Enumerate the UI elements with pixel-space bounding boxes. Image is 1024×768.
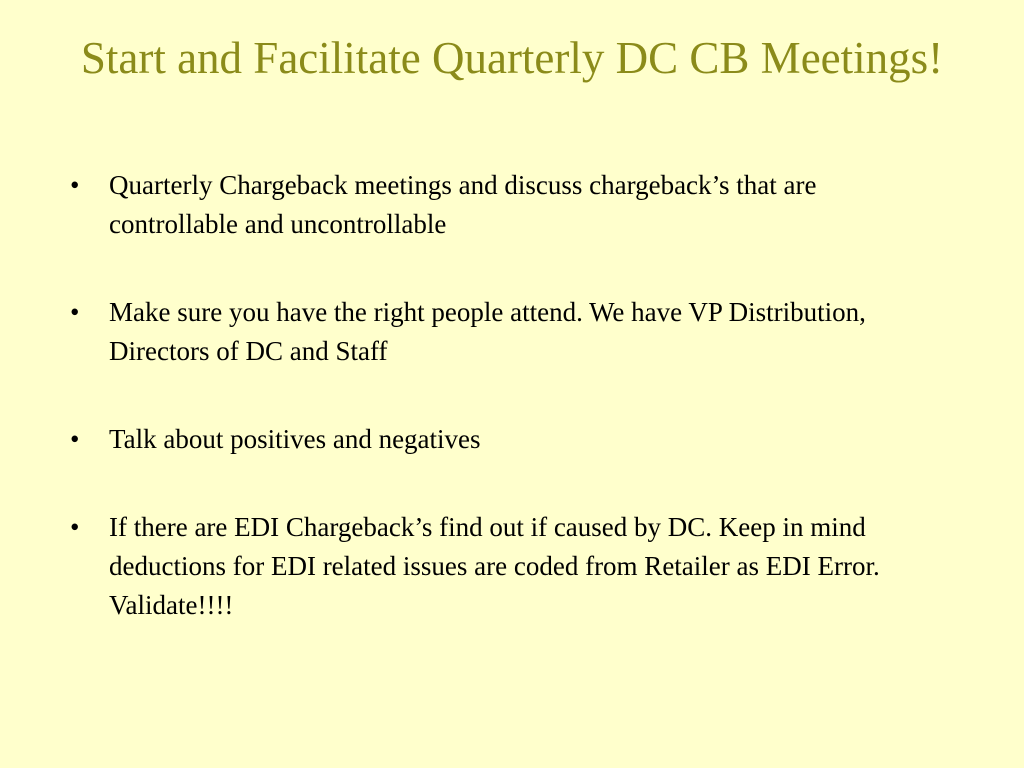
slide-title: Start and Facilitate Quarterly DC CB Meetings! <box>80 33 944 83</box>
bullet-item <box>70 508 950 625</box>
bullet-item <box>70 420 950 459</box>
bullet-marker: • <box>70 424 80 454</box>
bullet-text: Quarterly Chargeback meetings and discuss chargeback’s that are controllable and uncontrollable <box>109 170 817 239</box>
bullet-text: Talk about positives and negatives <box>109 424 481 454</box>
bullet-list <box>70 166 950 674</box>
bullet-marker: • <box>70 512 80 542</box>
bullet-marker: • <box>70 170 80 200</box>
bullet-item <box>70 166 950 244</box>
bullet-text: If there are EDI Chargeback’s find out if caused by DC. Keep in mind deductions for EDI related issues are coded from Retailer as EDI Error. Validate!!!! <box>109 512 880 620</box>
bullet-item <box>70 293 950 371</box>
bullet-text: Make sure you have the right people attend. We have VP Distribution, Directors of DC and Staff <box>109 297 866 366</box>
bullet-marker: • <box>70 297 80 327</box>
